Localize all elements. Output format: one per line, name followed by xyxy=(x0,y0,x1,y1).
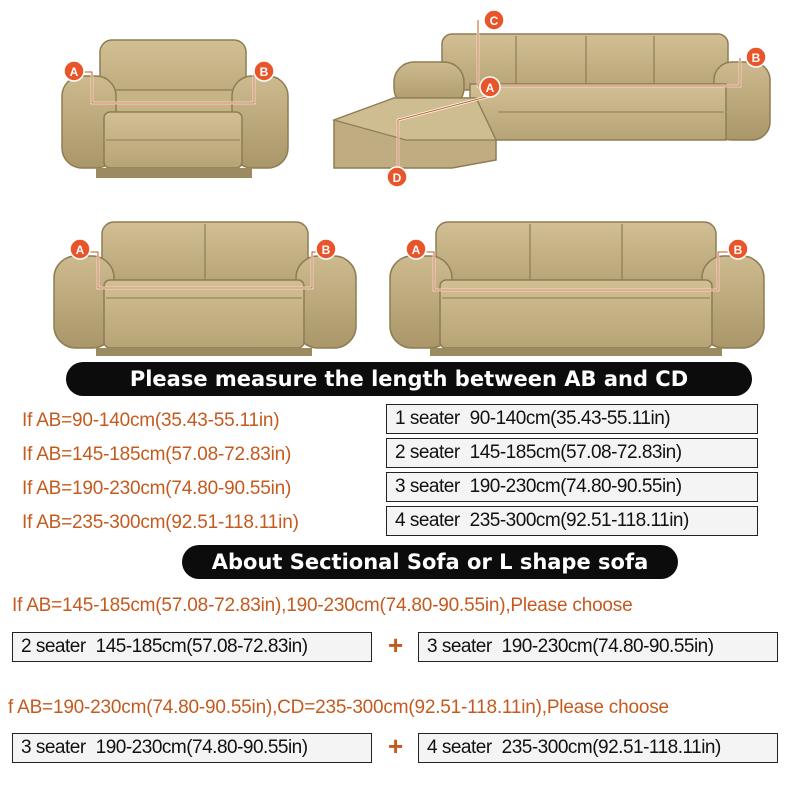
marker-b-sofa xyxy=(728,239,748,259)
svg-text:A: A xyxy=(75,243,85,257)
size-option-seater-label: 4 seater xyxy=(395,510,460,531)
three-seat-sofa-illustration xyxy=(390,222,764,356)
marker-a-loveseat xyxy=(70,239,90,259)
svg-text:B: B xyxy=(321,243,331,257)
svg-text:A: A xyxy=(69,65,79,79)
marker-d-sectional xyxy=(387,167,407,187)
size-option-seater-label: 3 seater xyxy=(395,476,460,497)
svg-text:C: C xyxy=(489,14,499,28)
sofa-illustrations xyxy=(0,0,800,360)
svg-text:D: D xyxy=(392,171,402,185)
size-option-4-seater xyxy=(386,506,758,536)
plus-sign: + xyxy=(388,731,404,761)
svg-text:A: A xyxy=(485,81,495,95)
marker-a-sofa xyxy=(406,239,426,259)
size-option-range: 235-300cm(92.51-118.11in) xyxy=(469,510,689,531)
size-option-seater-label: 2 seater xyxy=(395,442,460,463)
size-condition-3: If AB=190-230cm(74.80-90.55in) xyxy=(22,478,292,499)
sectional-sofa-illustration xyxy=(334,20,770,168)
sectional-condition-2: f AB=190-230cm(74.80-90.55in),CD=235-300cm(92.51-118.11in),Please choose xyxy=(8,697,669,718)
sectional-combo-1-right xyxy=(418,632,778,662)
svg-text:A: A xyxy=(411,243,421,257)
sectional-sofa-banner: About Sectional Sofa or L shape sofa xyxy=(182,545,678,579)
armchair-illustration xyxy=(62,40,288,178)
size-option-seater-label: 4 seater xyxy=(427,737,492,758)
marker-a-sectional xyxy=(480,77,500,97)
size-option-seater-label: 2 seater xyxy=(21,636,86,657)
marker-b-sectional xyxy=(746,47,766,67)
size-condition-4: If AB=235-300cm(92.51-118.11in) xyxy=(22,512,299,533)
size-option-range: 190-230cm(74.80-90.55in) xyxy=(95,737,308,758)
svg-text:B: B xyxy=(733,243,743,257)
marker-c-sectional xyxy=(484,10,504,30)
size-option-range: 145-185cm(57.08-72.83in) xyxy=(469,442,682,463)
size-option-3-seater xyxy=(386,472,758,502)
svg-text:B: B xyxy=(751,51,761,65)
size-option-seater-label: 1 seater xyxy=(395,408,460,429)
size-option-1-seater xyxy=(386,404,758,434)
size-option-range: 235-300cm(92.51-118.11in) xyxy=(501,737,721,758)
loveseat-illustration xyxy=(54,222,356,356)
sectional-combo-2-right xyxy=(418,733,778,763)
marker-b-loveseat xyxy=(316,239,336,259)
size-condition-1: If AB=90-140cm(35.43-55.11in) xyxy=(22,410,280,431)
size-option-2-seater xyxy=(386,438,758,468)
size-option-range: 190-230cm(74.80-90.55in) xyxy=(469,476,682,497)
size-option-seater-label: 3 seater xyxy=(21,737,86,758)
sectional-condition-1: If AB=145-185cm(57.08-72.83in),190-230cm(74.80-90.55in),Please choose xyxy=(12,595,633,616)
size-option-seater-label: 3 seater xyxy=(427,636,492,657)
size-option-range: 90-140cm(35.43-55.11in) xyxy=(469,408,671,429)
sectional-combo-1-left xyxy=(12,632,372,662)
size-option-range: 145-185cm(57.08-72.83in) xyxy=(95,636,308,657)
size-option-range: 190-230cm(74.80-90.55in) xyxy=(501,636,714,657)
plus-sign: + xyxy=(388,630,404,660)
sectional-combo-2-left xyxy=(12,733,372,763)
marker-b-armchair xyxy=(254,61,274,81)
svg-text:B: B xyxy=(259,65,269,79)
size-condition-2: If AB=145-185cm(57.08-72.83in) xyxy=(22,444,292,465)
marker-a-armchair xyxy=(64,61,84,81)
measure-instruction-banner: Please measure the length between AB and CD xyxy=(66,362,752,396)
